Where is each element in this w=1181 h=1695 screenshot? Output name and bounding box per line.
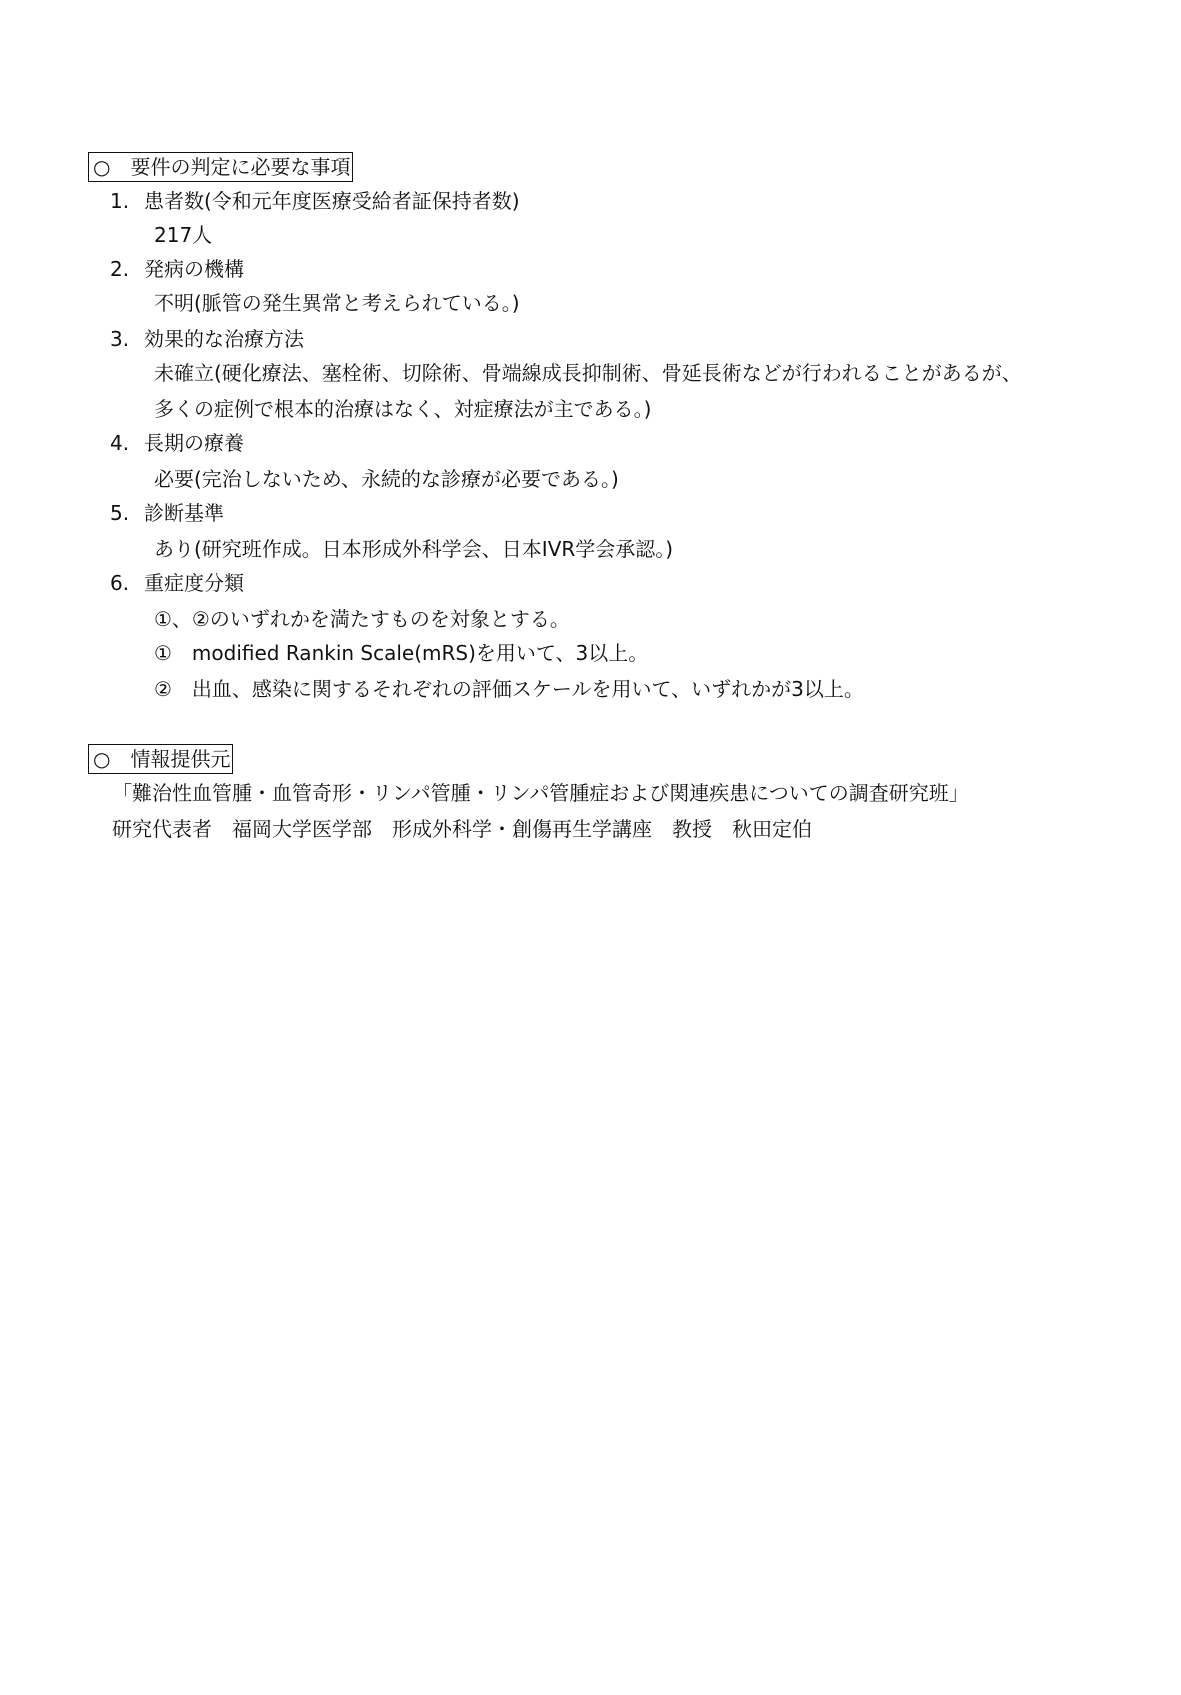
item-4-body-line: 必要(完治しないため、永続的な診療が必要である。) [154,467,619,491]
item-6-body-line: ①、②のいずれかを満たすものを対象とする。 [154,607,570,631]
section-heading-requirements: ○ 要件の判定に必要な事項 [88,152,353,182]
item-1-body-line: 217人 [154,223,213,247]
info-source-line: 研究代表者 福岡大学医学部 形成外科学・創傷再生学講座 教授 秋田定伯 [112,817,812,841]
item-2-body-line: 不明(脈管の発生異常と考えられている。) [154,291,520,315]
item-3-body-line: 未確立(硬化療法、塞栓術、切除術、骨端線成長抑制術、骨延長術などが行われることがあるが、 [154,361,1022,385]
info-source-line: 「難治性血管腫・血管奇形・リンパ管腫・リンパ管腫症および関連疾患についての調査研究班」 [112,781,969,805]
item-number: 5. [110,501,130,525]
item-4-title [110,430,244,456]
item-title: 重症度分類 [144,571,244,595]
item-3-title [110,326,304,352]
item-6-body-line: ① modified Rankin Scale(mRS)を用いて、3以上。 [154,641,649,665]
item-title: 発病の機構 [144,257,244,281]
item-number: 3. [110,327,130,351]
item-number: 4. [110,431,130,455]
item-title: 効果的な治療方法 [144,327,304,351]
section-heading-info-source: ○ 情報提供元 [88,744,233,774]
item-title: 診断基準 [144,501,224,525]
item-2-title [110,256,244,282]
item-number: 6. [110,571,130,595]
item-title: 長期の療養 [144,431,244,455]
item-6-title [110,570,244,596]
item-title: 患者数(令和元年度医療受給者証保持者数) [144,189,520,213]
item-number: 2. [110,257,130,281]
item-5-body-line: あり(研究班作成。日本形成外科学会、日本IVR学会承認。) [154,537,674,561]
item-5-title [110,500,224,526]
item-6-body-line: ② 出血、感染に関するそれぞれの評価スケールを用いて、いずれかが3以上。 [154,677,864,701]
item-1-title [110,188,520,214]
item-number: 1. [110,189,130,213]
item-3-body-line: 多くの症例で根本的治療はなく、対症療法が主である。) [154,397,652,421]
